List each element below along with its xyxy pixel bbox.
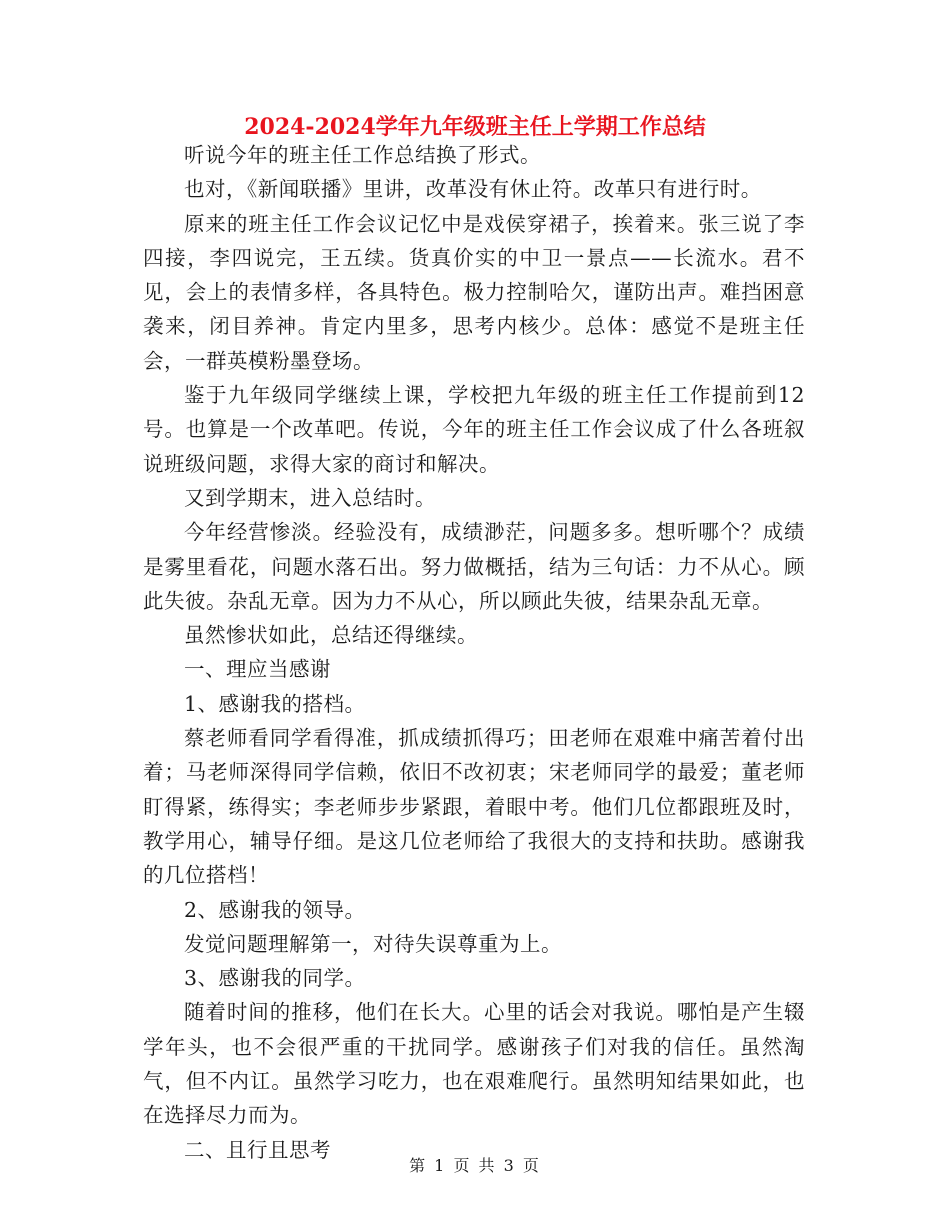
section-heading: 二、且行且思考 [184, 1137, 331, 1162]
footer-middle: 页 共 [453, 1156, 497, 1175]
paragraph: 鉴于九年级同学继续上课，学校把九年级的班主任工作提前到12号。也算是一个改革吧。传说，今年的班主任工作会议成了什么各班叙说班级问题，求得大家的商讨和解决。 [143, 383, 805, 476]
paragraph: 蔡老师看同学看得准，抓成绩抓得巧；田老师在艰难中痛苦着付出着；马老师深得同学信赖，依旧不改初衷；宋老师同学的最爱；董老师盯得紧，练得实；李老师步步紧跟，着眼中考。他们几位都跟班及时，教学用心，辅导仔细。是这几位老师给了我很大的支持和扶助。感谢我的几位搭档！ [143, 726, 805, 888]
footer-suffix: 页 [522, 1156, 541, 1175]
paragraph: 今年经营惨淡。经验没有，成绩渺茫，问题多多。想听哪个？成绩是雾里看花，问题水落石出。努力做概括，结为三句话：力不从心。顾此失彼。杂乱无章。因为力不从心，所以顾此失彼，结果杂乱无章。 [143, 520, 805, 613]
paragraph: 随着时间的推移，他们在长大。心里的话会对我说。哪怕是产生辍学年头，也不会很严重的干扰同学。感谢孩子们对我的信任。虽然淘气，但不内讧。虽然学习吃力，也在艰难爬行。虽然明知结果如此，也在选择尽力而为。 [143, 1000, 805, 1128]
footer-current-page: 1 [434, 1156, 447, 1175]
subsection-heading: 1、感谢我的搭档。 [184, 691, 366, 716]
paragraph: 也对，《新闻联播》里讲，改革没有休止符。改革只有进行时。 [184, 177, 762, 202]
subsection-heading: 2、感谢我的领导。 [184, 897, 366, 922]
footer-prefix: 第 [409, 1156, 428, 1175]
paragraph: 虽然惨状如此，总结还得继续。 [184, 623, 478, 648]
paragraph: 发觉问题理解第一，对待失误尊重为上。 [184, 931, 562, 956]
footer-total-pages: 3 [503, 1156, 516, 1175]
paragraph: 听说今年的班主任工作总结换了形式。 [184, 143, 541, 167]
document-title: 2024-2024学年九年级班主任上学期工作总结 [244, 114, 706, 140]
subsection-heading: 3、感谢我的同学。 [184, 966, 366, 991]
paragraph: 又到学期末，进入总结时。 [184, 485, 436, 510]
section-heading: 一、理应当感谢 [184, 657, 331, 682]
document-body [143, 138, 805, 1167]
page-footer [0, 1156, 950, 1176]
paragraph: 原来的班主任工作会议记忆中是戏侯穿裙子，挨着来。张三说了李四接，李四说完，王五续。货真价实的中卫一景点——长流水。君不见，会上的表情多样，各具特色。极力控制哈欠，谨防出声。难挡困意袭来，闭目养神。肯定内里多，思考内核少。总体：感觉不是班主任会，一群英模粉墨登场。 [143, 211, 805, 373]
